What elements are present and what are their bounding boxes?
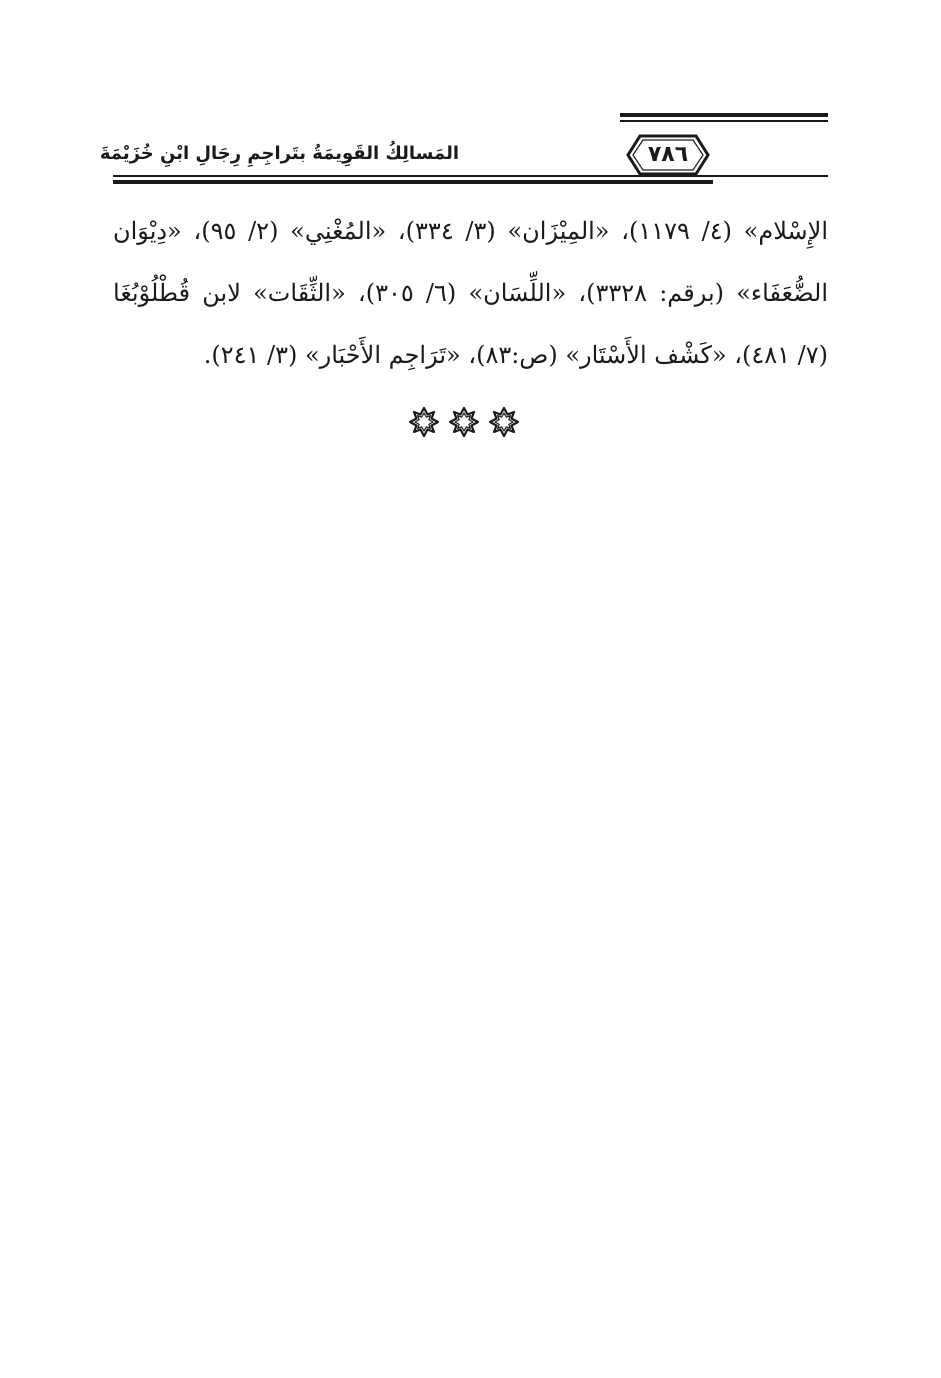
header-rule-bottom-thick: [113, 180, 713, 184]
body-paragraph: [113, 208, 828, 394]
page-number-badge: [626, 133, 710, 177]
eight-point-star-icon: [448, 406, 480, 438]
eight-point-star-icon: [408, 406, 440, 438]
body-line: الإِسْلام» (٤/ ١١٧٩)، «المِيْزَان» (٣/ ٣٣٤)، «المُغْنِي» (٢/ ٩٥)، «دِيْوَان: [113, 217, 828, 245]
header-rule-top-thick: [620, 113, 828, 117]
running-title: المَسالِكُ القَوِيمَةُ بتَراجِمِ رِجَالِ ابْنِ خُزَيْمَةَ: [99, 143, 459, 164]
body-line: الضُّعَفَاء» (برقم: ٣٣٢٨)، «اللِّسَان» (٦/ ٣٠٥)، «الثِّقَات» لابن قُطْلُوْبُغَا: [113, 279, 828, 307]
header-rule-top-thin: [620, 120, 828, 122]
section-end-ornament: [408, 402, 520, 442]
page-number: ٧٨٦: [647, 142, 689, 167]
body-line: (٧/ ٤٨١)، «كَشْف الأَسْتَار» (ص:٨٣)، «تَرَاجِم الأَحْبَار» (٣/ ٢٤١).: [203, 341, 828, 369]
eight-point-star-icon: [488, 406, 520, 438]
header-rule-bottom-thin: [113, 175, 828, 177]
